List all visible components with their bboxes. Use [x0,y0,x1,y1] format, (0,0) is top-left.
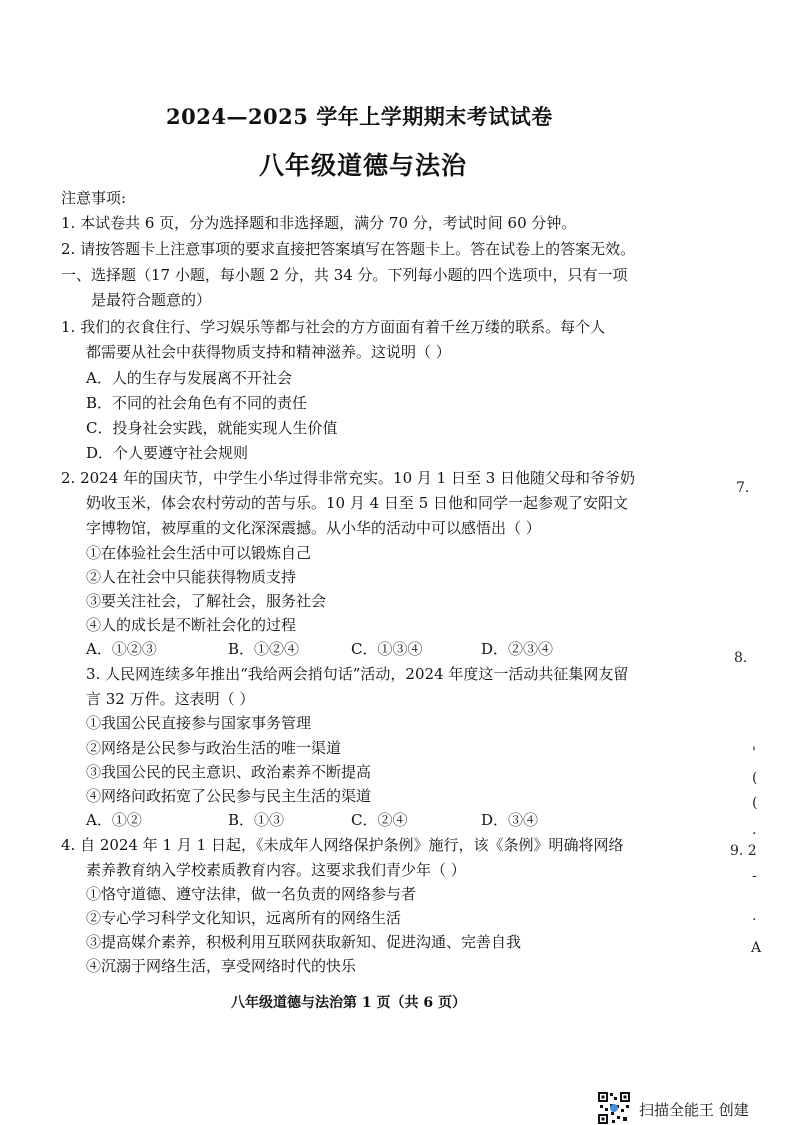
edge-fragment: 7. [736,480,750,496]
question-4-text-cont: 素养教育纳入学校素质教育内容。这要求我们青少年（ ） [86,861,466,879]
question-4-statement: ③提高媒介素养，积极利用互联网获取新知、促进沟通、完善自我 [86,933,522,951]
qr-code-icon [597,1091,631,1125]
question-2-statement: ②人在社会中只能获得物质支持 [86,568,297,586]
question-2-text: 2. 2024 年的国庆节，中学生小华过得非常充实。10 月 1 日至 3 日他随父母和爷爷奶 [61,469,636,487]
question-1-option-a: A．人的生存与发展离不开社会 [86,369,292,387]
question-3-text-cont: 言 32 万件。这表明（ ） [86,690,255,708]
question-1-text: 1. 我们的衣食住行、学习娱乐等都与社会的方方面面有着千丝万缕的联系。每个人 [61,318,606,336]
section-heading: 一、选择题（17 小题，每小题 2 分，共 34 分。下列每小题的四个选项中，只有一项 [61,266,628,284]
question-2-statement: ③要关注社会，了解社会，服务社会 [86,592,327,610]
question-3-text: 3. 人民网连续多年推出“我给两会捎句话”活动，2024 年度这一活动共征集网友留 [86,665,629,683]
edge-mark: ' [752,745,756,761]
question-3-statement: ①我国公民直接参与国家事务管理 [86,714,312,732]
question-2-statement: ④人的成长是不断社会化的过程 [86,616,297,634]
question-1-option-d: D．个人要遵守社会规则 [86,444,249,462]
question-2-option-c: C．①③④ [351,640,423,658]
question-4-statement: ②专心学习科学文化知识，远离所有的网络生活 [86,909,402,927]
edge-mark: ( [752,770,758,786]
question-4-statement: ①恪守道德、遵守法律，做一名负责的网络参与者 [86,885,417,903]
section-heading-cont: 是最符合题意的） [91,291,212,309]
edge-mark: . [752,822,757,838]
page-footer: 八年级道德与法治第 1 页（共 6 页） [231,995,466,1011]
question-4-statement: ④沉溺于网络生活，享受网络时代的快乐 [86,957,357,975]
question-2-options [86,638,553,659]
question-3-option-b: B．①③ [228,811,285,829]
question-3-options [86,809,538,830]
edge-mark: ( [752,795,758,811]
question-2-text-cont: 奶收玉米，体会农村劳动的苦与乐。10 月 4 日至 5 日他和同学一起参观了安阳文 [86,494,629,512]
note-item: 1. 本试卷共 6 页，分为选择题和非选择题，满分 70 分，考试时间 60 分钟。 [61,214,577,232]
question-1-option-c: C．投身社会实践，就能实现人生价值 [86,419,338,437]
question-2-option-b: B．①②④ [228,640,300,658]
note-item: 2. 请按答题卡上注意事项的要求直接把答案填写在答题卡上。答在试卷上的答案无效。 [61,240,636,258]
question-3-option-d: D．③④ [481,811,539,829]
edge-mark: · [752,912,757,928]
question-3-statement: ②网络是公民参与政治生活的唯一渠道 [86,739,342,757]
question-3-statement: ③我国公民的民主意识、政治素养不断提高 [86,763,372,781]
question-2-text-cont: 字博物馆，被厚重的文化深深震撼。从小华的活动中可以感悟出（ ） [86,519,541,537]
question-3-statement: ④网络问政拓宽了公民参与民主生活的渠道 [86,787,372,805]
question-2-option-a: A．①②③ [86,640,157,658]
question-2-statement: ①在体验社会生活中可以锻炼自己 [86,544,312,562]
edge-fragment: 9. 2 [730,843,757,859]
question-1-text-cont: 都需要从社会中获得物质支持和精神滋养。这说明（ ） [86,343,451,361]
question-4-text: 4. 自 2024 年 1 月 1 日起，《未成年人网络保护条例》施行，该《条例》明确将网络 [61,836,624,854]
edge-mark: - [752,868,757,884]
question-3-option-c: C．②④ [351,811,408,829]
question-1-option-b: B．不同的社会角色有不同的责任 [86,394,308,412]
question-2-option-d: D．②③④ [481,640,554,658]
edge-fragment: 8. [734,650,748,666]
question-3-option-a: A．①② [86,811,142,829]
exam-subject: 八年级道德与法治 [259,151,468,180]
scanner-watermark: 扫描全能王 创建 [639,1101,749,1119]
exam-title: 2024—2025 学年上学期期末考试试卷 [166,104,553,129]
edge-fragment: A [751,940,762,956]
notes-heading: 注意事项: [61,189,127,207]
